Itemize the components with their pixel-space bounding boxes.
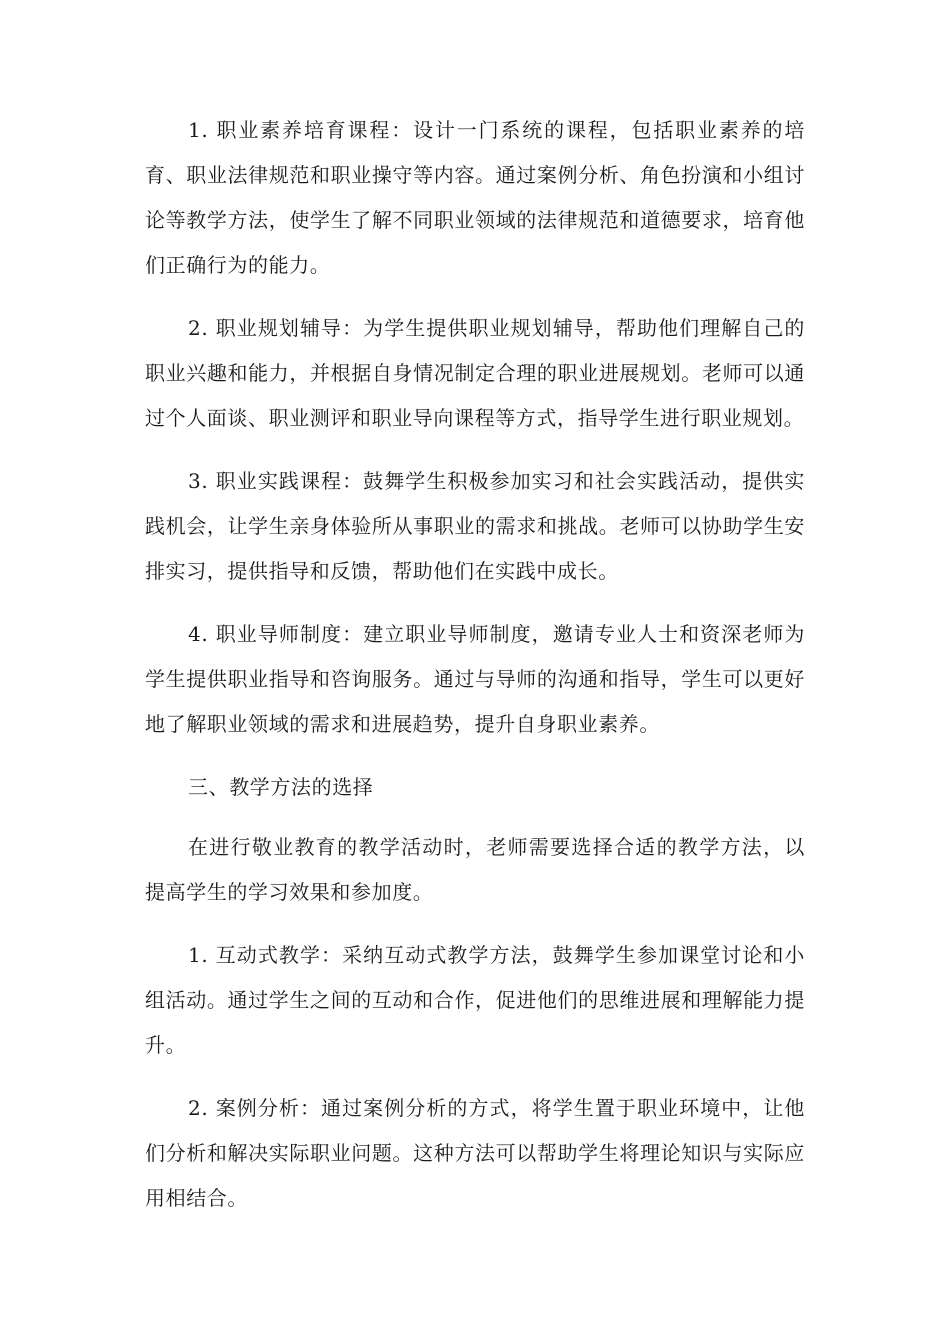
paragraph-course-cultivation: 1. 职业素养培育课程：设计一门系统的课程，包括职业素养的培育、职业法律规范和职业操守等内容。通过案例分析、角色扮演和小组讨论等教学方法，使学生了解不同职业领域的法律规范和道德要求，培育他们正确行为的能力。: [145, 118, 805, 277]
paragraph-interactive-teaching: 1. 互动式教学：采纳互动式教学方法，鼓舞学生参加课堂讨论和小组活动。通过学生之间的互动和合作，促进他们的思维进展和理解能力提升。: [145, 943, 805, 1057]
paragraph-methods-intro: 在进行敬业教育的教学活动时，老师需要选择合适的教学方法，以提高学生的学习效果和参加度。: [145, 835, 805, 904]
document-body: [145, 108, 805, 1239]
paragraph-career-planning: 2. 职业规划辅导：为学生提供职业规划辅导，帮助他们理解自己的职业兴趣和能力，并根据自身情况制定合理的职业进展规划。老师可以通过个人面谈、职业测评和职业导向课程等方式，指导学生进行职业规划。: [145, 316, 805, 430]
paragraph-mentor-system: 4. 职业导师制度：建立职业导师制度，邀请专业人士和资深老师为学生提供职业指导和咨询服务。通过与导师的沟通和指导，学生可以更好地了解职业领域的需求和进展趋势，提升自身职业素养。: [145, 622, 805, 736]
paragraph-practice-course: 3. 职业实践课程：鼓舞学生积极参加实习和社会实践活动，提供实践机会，让学生亲身体验所从事职业的需求和挑战。老师可以协助学生安排实习，提供指导和反馈，帮助他们在实践中成长。: [145, 469, 805, 583]
section-heading-teaching-methods: 三、教学方法的选择: [188, 775, 374, 799]
paragraph-case-analysis: 2. 案例分析：通过案例分析的方式，将学生置于职业环境中，让他们分析和解决实际职业问题。这种方法可以帮助学生将理论知识与实际应用相结合。: [145, 1096, 805, 1210]
